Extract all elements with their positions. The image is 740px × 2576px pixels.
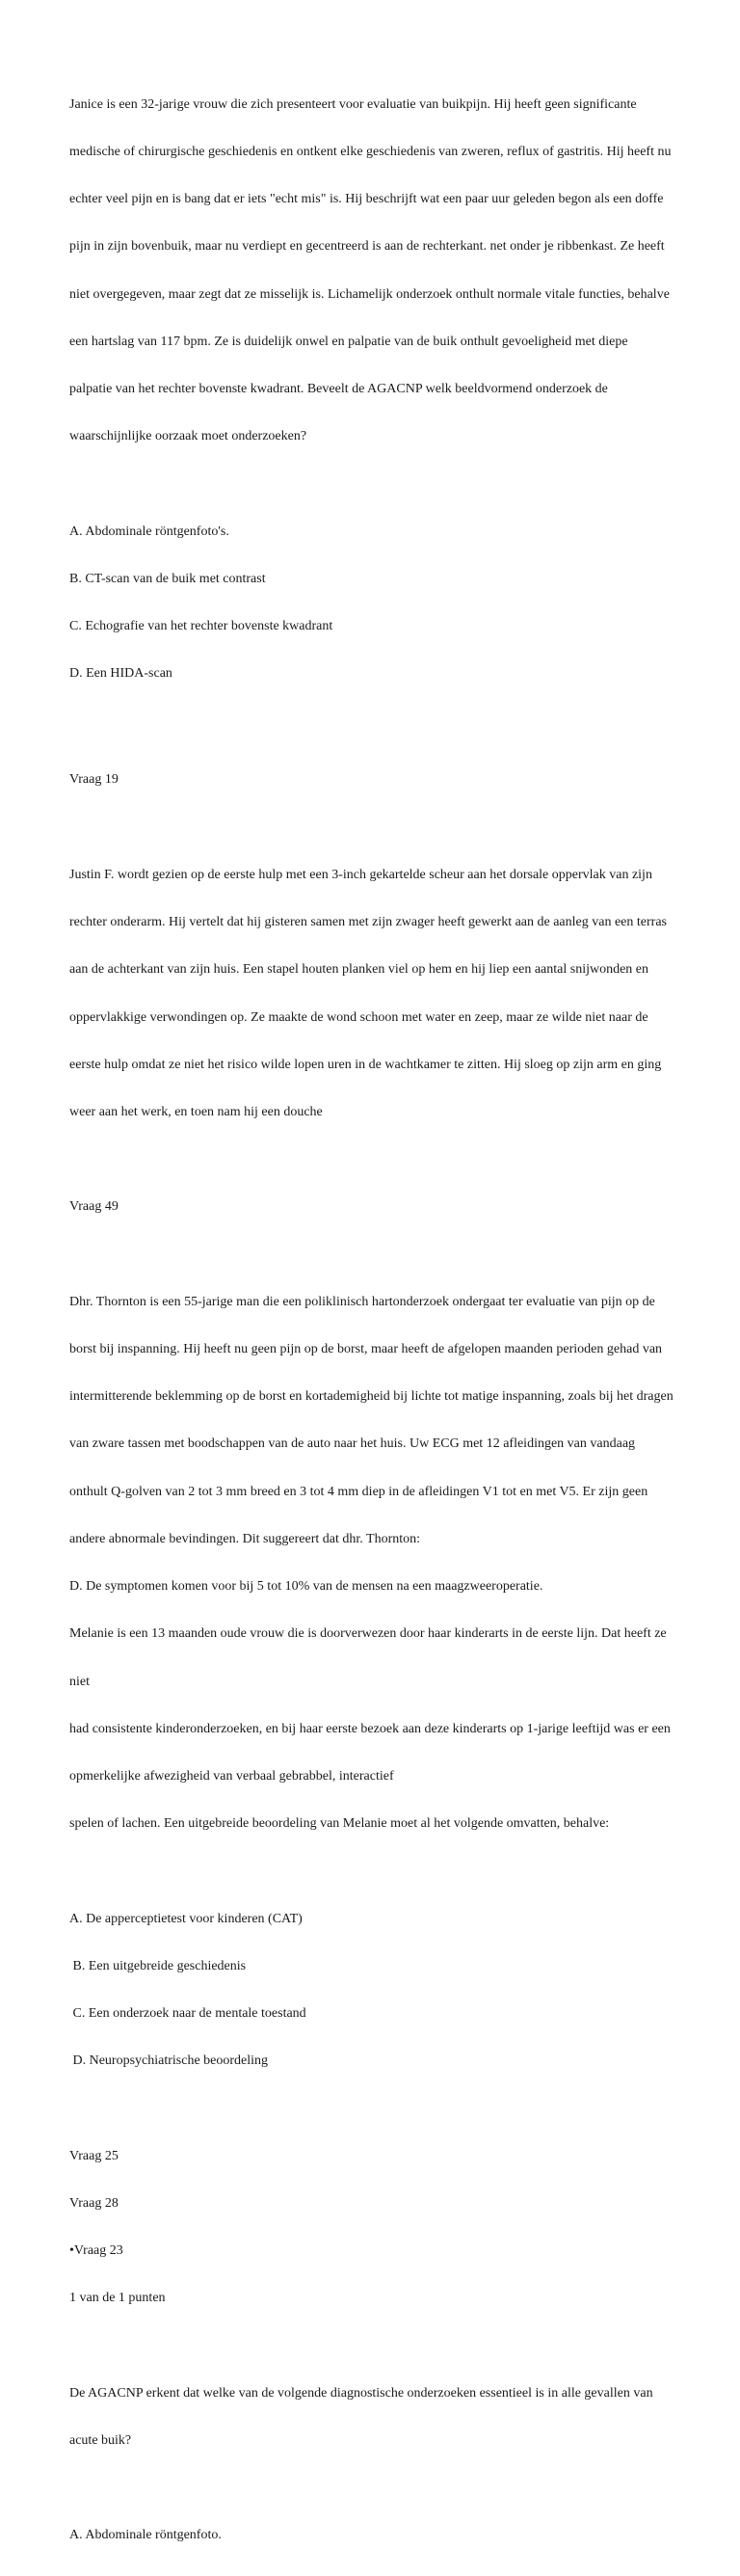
text-line: oppervlakkige verwondingen op. Ze maakte de wond schoon met water en zeep, maar ze wilde niet naar de [69,1009,648,1025]
text-line: opmerkelijke afwezigheid van verbaal gebrabbel, interactief [69,1769,394,1784]
spacer [69,820,674,836]
text-line: spelen of lachen. Een uitgebreide beoordeling van Melanie moet al het volgende omvatten, behalve: [69,1816,610,1832]
text-line: borst bij inspanning. Hij heeft nu geen pijn op de borst, maar heeft de afgelopen maanden perioden gehad van [69,1342,663,1357]
answer-option: D. Een HIDA-scan [69,666,172,682]
answer-option: C. Echografie van het rechter bovenste kwadrant [69,619,333,634]
text-line: acute buik? [69,2433,132,2449]
question-label: Vraag 25 [69,2148,119,2163]
text-line: waarschijnlijke oorzaak moet onderzoeken? [69,429,307,444]
text-line: palpatie van het rechter bovenste kwadrant. Beveelt de AGACNP welk beeldvormend onderzoek de [69,382,608,397]
text-line: De AGACNP erkent dat welke van de volgende diagnostische onderzoeken essentieel is in alle gevallen van [69,2385,653,2401]
text-line: Melanie is een 13 maanden oude vrouw die is doorverwezen door haar kinderarts in de eerste lijn. Dat heeft ze [69,1626,667,1642]
spacer [69,2339,674,2354]
question-label: Vraag 19 [69,772,119,788]
question-thornton-paragraph [69,1263,674,1864]
spacer [69,714,674,741]
answer-option: A. Abdominale röntgenfoto's. [69,523,229,539]
spacer [69,2481,674,2496]
text-line: onthult Q-golven van 2 tot 3 mm breed en 3 tot 4 mm diep in de afleidingen V1 tot en met V5. Er zijn geen [69,1484,648,1499]
spacer [69,477,674,493]
answer-options-agacnp [69,2497,674,2576]
text-line: eerste hulp omdat ze niet het risico wilde lopen uren in de wachtkamer te zitten. Hij sloeg op zijn arm en ging [69,1057,662,1072]
answer-option: A. De apperceptietest voor kinderen (CAT) [69,1911,303,1926]
text-line: een hartslag van 117 bpm. Ze is duidelijk onwel en palpatie van de buik onthult gevoeligheid met diepe [69,334,628,349]
text-line: van zware tassen met boodschappen van de auto naar het huis. Uw ECG met 12 afleidingen van vandaag [69,1436,636,1452]
question-number-heading [69,1168,674,1248]
question-number-list [69,2117,674,2339]
answer-options-melanie [69,1880,674,2102]
question-label: Vraag 49 [69,1199,119,1215]
spacer [69,1864,674,1879]
text-line: Janice is een 32-jarige vrouw die zich presenteert voor evaluatie van buikpijn. Hij heeft geen significante [69,96,637,112]
text-line: andere abnormale bevindingen. Dit suggereert dat dhr. Thornton: [69,1531,421,1546]
answer-option: D. Neuropsychiatrische beoordeling [69,2053,269,2069]
answer-option: B. Een uitgebreide geschiedenis [69,1958,247,1973]
spacer [69,1152,674,1167]
text-line: D. De symptomen komen voor bij 5 tot 10% van de mensen na een maagzweeroperatie. [69,1579,543,1595]
question-number-heading [69,741,674,820]
spacer [69,1248,674,1263]
document-page [69,66,674,2576]
points-label: 1 van de 1 punten [69,2291,166,2306]
text-line: rechter onderarm. Hij vertelt dat hij gisteren samen met zijn zwager heeft gewerkt aan de aanleg van een terras [69,915,667,930]
text-line: Justin F. wordt gezien op de eerste hulp met een 3-inch gekartelde scheur aan het dorsale oppervlak van zijn [69,867,652,882]
answer-options-janice [69,493,674,714]
question-justin-paragraph [69,836,674,1152]
text-line: medische of chirurgische geschiedenis en ontkent elke geschiedenis van zweren, reflux of gastritis. Hij heeft nu [69,145,672,160]
answer-option: C. Een onderzoek naar de mentale toestand [69,2006,306,2022]
text-line: intermitterende beklemming op de borst en kortademigheid bij lichte tot matige inspanning, zoals bij het dragen [69,1389,674,1405]
text-line: pijn in zijn bovenbuik, maar nu verdiept en gecentreerd is aan de rechterkant. net onder je ribbenkast. Ze heeft [69,239,665,255]
question-label: Vraag 28 [69,2195,119,2211]
question-agacnp-paragraph [69,2354,674,2481]
text-line: echter veel pijn en is bang dat er iets "echt mis" is. Hij beschrijft wat een paar uur geleden begon als een doffe [69,192,664,207]
text-line: aan de achterkant van zijn huis. Een stapel houten planken viel op hem en hij liep een aantal snijwonden en [69,962,649,978]
text-line: niet overgegeven, maar zegt dat ze misselijk is. Lichamelijk onderzoek onthult normale vitale functies, behalve [69,286,670,302]
text-line: niet [69,1674,90,1689]
text-line: had consistente kinderonderzoeken, en bij haar eerste bezoek aan deze kinderarts op 1-jarige leeftijd was er een [69,1721,671,1736]
text-line: Dhr. Thornton is een 55-jarige man die een poliklinisch hartonderzoek ondergaat ter evaluatie van pijn op de [69,1294,655,1309]
answer-option: B. CT-scan van de buik met contrast [69,571,266,586]
spacer [69,2102,674,2117]
answer-option: A. Abdominale röntgenfoto. [69,2528,222,2543]
text-line: weer aan het werk, en toen nam hij een douche [69,1104,323,1119]
question-label: •Vraag 23 [69,2243,123,2259]
question-janice-paragraph [69,66,674,477]
